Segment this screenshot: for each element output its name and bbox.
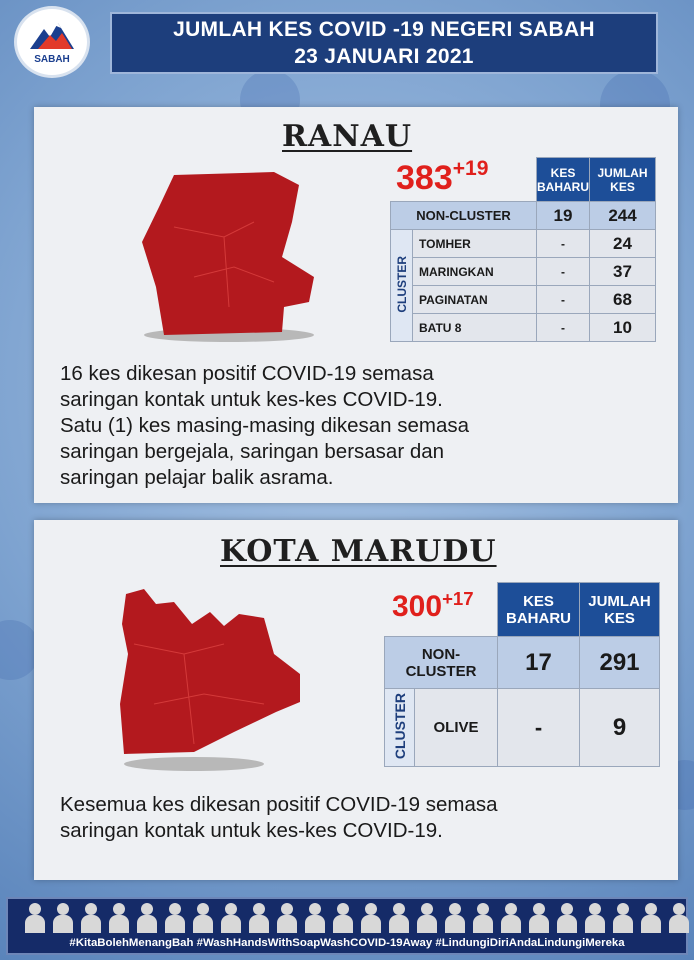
person-icon (472, 903, 494, 933)
kota-marudu-map-icon (114, 584, 314, 774)
non-cluster-total: 291 (580, 637, 660, 689)
col-header-total: JUMLAH KES (590, 158, 656, 202)
cluster-label: CLUSTER (391, 692, 408, 760)
non-cluster-total: 244 (590, 202, 656, 230)
person-icon (500, 903, 522, 933)
cluster-new: - (537, 258, 590, 286)
table-header-row (391, 158, 656, 202)
cluster-new: - (537, 314, 590, 342)
person-icon (332, 903, 354, 933)
cases-table (384, 582, 660, 767)
cluster-name: PAGINATAN (413, 286, 537, 314)
district-title: RANAU (282, 119, 413, 154)
cluster-total: 9 (580, 689, 660, 767)
non-cluster-new: 17 (498, 637, 580, 689)
table-row (385, 689, 660, 767)
person-icon (640, 903, 662, 933)
cluster-name: BATU 8 (413, 314, 537, 342)
cluster-name: MARINGKAN (413, 258, 537, 286)
cluster-name: OLIVE (415, 689, 498, 767)
person-icon (668, 903, 690, 933)
person-icon (220, 903, 242, 933)
col-header-total: JUMLAH KES (580, 583, 660, 637)
description-line: saringan kontak untuk kes-kes COVID-19. (60, 819, 443, 842)
description-line: saringan bergejala, saringan bersasar dan (60, 440, 445, 463)
total-count: 300 (392, 590, 443, 623)
person-icon (24, 903, 46, 933)
table-row (391, 314, 656, 342)
frontliner-figures (24, 903, 690, 933)
logo-text: SABAH (34, 54, 70, 65)
description-line: saringan pelajar balik asrama. (60, 466, 334, 489)
person-icon (192, 903, 214, 933)
table-row (391, 202, 656, 230)
cluster-label-cell (391, 230, 413, 342)
case-description (60, 792, 498, 844)
description-line: 16 kes dikesan positif COVID-19 semasa (60, 362, 434, 385)
person-icon (612, 903, 634, 933)
district-card-kota-marudu (34, 520, 678, 880)
person-icon (388, 903, 410, 933)
cluster-name: TOMHER (413, 230, 537, 258)
person-icon (164, 903, 186, 933)
new-cases-count: +17 (442, 588, 474, 609)
cluster-total: 24 (590, 230, 656, 258)
new-cases-count: +19 (452, 157, 489, 180)
ranau-map-icon (134, 167, 334, 347)
table-spacer (391, 158, 537, 202)
person-icon (304, 903, 326, 933)
person-icon (528, 903, 550, 933)
cluster-label: CLUSTER (394, 255, 409, 313)
district-title: KOTA MARUDU (220, 534, 497, 569)
person-icon (108, 903, 130, 933)
page-header (110, 12, 658, 74)
person-icon (248, 903, 270, 933)
page-title: JUMLAH KES COVID -19 NEGERI SABAH (173, 18, 595, 41)
cases-table (390, 157, 656, 342)
cluster-label-cell (385, 689, 415, 767)
person-icon (136, 903, 158, 933)
district-card-ranau (34, 107, 678, 503)
person-icon (444, 903, 466, 933)
cluster-new: - (498, 689, 580, 767)
non-cluster-new: 19 (537, 202, 590, 230)
person-icon (52, 903, 74, 933)
description-line: Satu (1) kes masing-masing dikesan semasa (60, 414, 470, 437)
description-line: saringan kontak untuk kes-kes COVID-19. (60, 388, 443, 411)
non-cluster-label: NON-CLUSTER (391, 202, 537, 230)
non-cluster-label: NON-CLUSTER (385, 637, 498, 689)
table-header-row (385, 583, 660, 637)
cluster-new: - (537, 286, 590, 314)
description-line: Kesemua kes dikesan positif COVID-19 semasa (60, 793, 498, 816)
cluster-total: 37 (590, 258, 656, 286)
cluster-total: 68 (590, 286, 656, 314)
footer-hashtags: #KitaBolehMenangBah #WashHandsWithSoapWashCOVID-19Away #LindungiDiriAndaLindungiMereka (69, 937, 625, 949)
person-icon (556, 903, 578, 933)
person-icon (360, 903, 382, 933)
mountain-logo-icon (28, 19, 76, 53)
cluster-total: 10 (590, 314, 656, 342)
table-row (391, 286, 656, 314)
table-row (391, 230, 656, 258)
total-count: 383 (396, 159, 453, 197)
person-icon (80, 903, 102, 933)
page-date: 23 JANUARI 2021 (294, 45, 474, 68)
table-row (391, 258, 656, 286)
col-header-new: KES BAHARU (537, 158, 590, 202)
sabah-health-logo (14, 6, 90, 78)
person-icon (416, 903, 438, 933)
person-icon (584, 903, 606, 933)
footer-banner (6, 897, 688, 955)
case-description (60, 361, 469, 491)
cluster-new: - (537, 230, 590, 258)
table-row (385, 637, 660, 689)
person-icon (276, 903, 298, 933)
col-header-new: KES BAHARU (498, 583, 580, 637)
table-spacer (385, 583, 498, 637)
